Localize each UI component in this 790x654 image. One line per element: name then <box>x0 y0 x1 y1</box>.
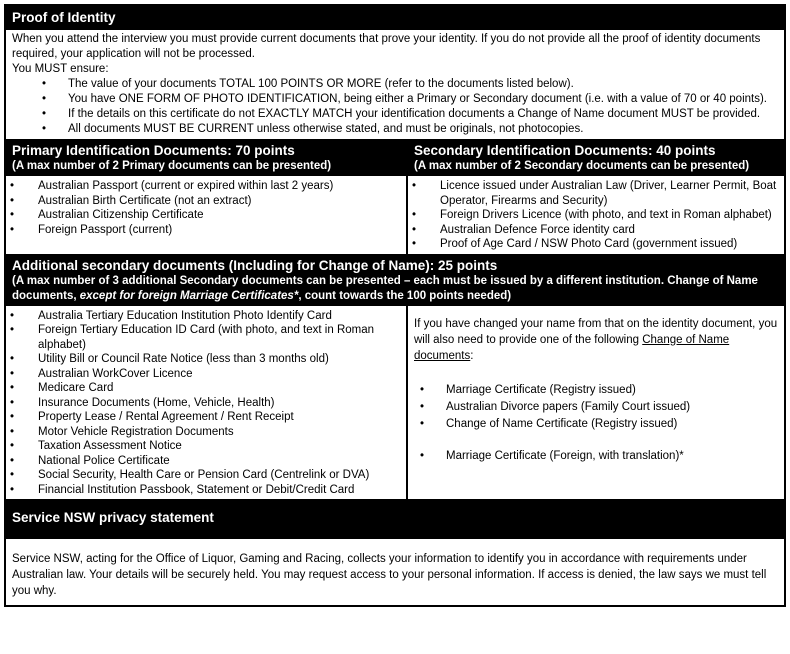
list-item: • Marriage Certificate (Registry issued) <box>420 382 778 399</box>
list-item: • Australia Tertiary Education Institution Photo Identify Card <box>10 309 402 324</box>
additional-title: Additional secondary documents (Including for Change of Name): 25 points <box>12 257 498 273</box>
list-item: • Marriage Certificate (Foreign, with translation)* <box>420 448 778 465</box>
primary-title: Primary Identification Documents: 70 points <box>12 143 295 158</box>
additional-subtitle-italic: except for foreign Marriage Certificates* <box>79 289 299 302</box>
list-item: • Australian Defence Force identity card <box>412 223 780 238</box>
privacy-statement-text: Service NSW, acting for the Office of Liquor, Gaming and Racing, collects your information to identify you in accordance with requirements under Australian law. Your details will be securely held. You may request access to your personal information. If access is denied, the law says we must tell you why. <box>12 553 767 597</box>
primary-subtitle: (A max number of 2 Primary documents can be presented) <box>12 160 332 172</box>
list-item: • Australian Passport (current or expired within last 2 years) <box>10 179 402 194</box>
list-item: • Australian Citizenship Certificate <box>10 208 402 223</box>
additional-subtitle-part: , count towards the 100 points needed) <box>298 289 512 302</box>
change-of-name-column <box>408 306 784 500</box>
requirement-item: • If the details on this certificate do not EXACTLY MATCH your identification documents a Change of Name document MUST be provided. <box>42 107 778 122</box>
additional-row <box>6 306 784 500</box>
secondary-documents-column <box>408 141 784 254</box>
requirement-item: • The value of your documents TOTAL 100 POINTS OR MORE (refer to the documents listed below). <box>42 77 778 92</box>
proof-intro-text: When you attend the interview you must provide current documents that prove your identity. If you do not provide all the proof of identity documents required, your application will not be processed. <box>12 33 761 60</box>
secondary-list <box>408 176 784 254</box>
change-of-name-list <box>414 382 778 465</box>
list-item: • Motor Vehicle Registration Documents <box>10 425 402 440</box>
list-item: • Property Lease / Rental Agreement / Rent Receipt <box>10 410 402 425</box>
list-item: • Australian Divorce papers (Family Court issued) <box>420 399 778 416</box>
additional-subtitle <box>12 274 778 304</box>
change-of-name-section <box>408 306 784 465</box>
additional-subtitle-part: (A max number of 3 additional Secondary documents can be presented – each must be issued by a different institution. Change of Name documents, <box>12 274 758 302</box>
requirement-item: • All documents MUST BE CURRENT unless otherwise stated, and must be originals, not photocopies. <box>42 122 778 137</box>
secondary-title: Secondary Identification Documents: 40 points <box>414 143 716 158</box>
list-item: • Foreign Drivers Licence (with photo, and text in Roman alphabet) <box>412 208 780 223</box>
proof-of-identity-heading: Proof of Identity <box>6 6 784 30</box>
identity-form <box>4 4 786 607</box>
list-item: • Social Security, Health Care or Pension Card (Centrelink or DVA) <box>10 468 402 483</box>
requirements-list <box>12 77 778 137</box>
change-of-name-intro <box>414 316 778 364</box>
primary-secondary-row <box>6 139 784 254</box>
list-item: • Proof of Age Card / NSW Photo Card (government issued) <box>412 237 780 252</box>
list-item: • Utility Bill or Council Rate Notice (less than 3 months old) <box>10 352 402 367</box>
list-item: • Insurance Documents (Home, Vehicle, Health) <box>10 396 402 411</box>
list-item: • Taxation Assessment Notice <box>10 439 402 454</box>
change-of-name-label: Change of Name documents <box>414 333 730 362</box>
secondary-heading <box>408 141 784 176</box>
list-item: • Foreign Tertiary Education ID Card (with photo, and text in Roman alphabet) <box>10 323 402 352</box>
additional-documents-column <box>6 306 408 500</box>
primary-documents-column <box>6 141 408 254</box>
proof-of-identity-section <box>6 30 784 139</box>
change-of-name-intro-text: If you have changed your name from that on the identity document, you will also need to provide one of the following <box>414 317 778 346</box>
list-item: • National Police Certificate <box>10 454 402 469</box>
privacy-heading: Service NSW privacy statement <box>6 499 784 539</box>
change-of-name-colon: : <box>470 349 474 362</box>
list-item: • Australian WorkCover Licence <box>10 367 402 382</box>
requirement-item: • You have ONE FORM OF PHOTO IDENTIFICATION, being either a Primary or Secondary document (i.e. with a value of 70 or 40 points). <box>42 92 778 107</box>
must-ensure-text: You MUST ensure: <box>12 63 109 75</box>
list-item: • Medicare Card <box>10 381 402 396</box>
primary-list <box>6 176 406 239</box>
list-item: • Change of Name Certificate (Registry issued) <box>420 416 778 433</box>
primary-heading <box>6 141 406 176</box>
list-item: • Australian Birth Certificate (not an extract) <box>10 194 402 209</box>
additional-list <box>6 306 406 500</box>
additional-documents-heading <box>6 254 784 306</box>
list-item: • Financial Institution Passbook, Statement or Debit/Credit Card <box>10 483 402 498</box>
list-item: • Foreign Passport (current) <box>10 223 402 238</box>
list-item: • Licence issued under Australian Law (Driver, Learner Permit, Boat Operator, Firearms and Security) <box>412 179 780 208</box>
secondary-subtitle: (A max number of 2 Secondary documents can be presented) <box>414 160 750 172</box>
